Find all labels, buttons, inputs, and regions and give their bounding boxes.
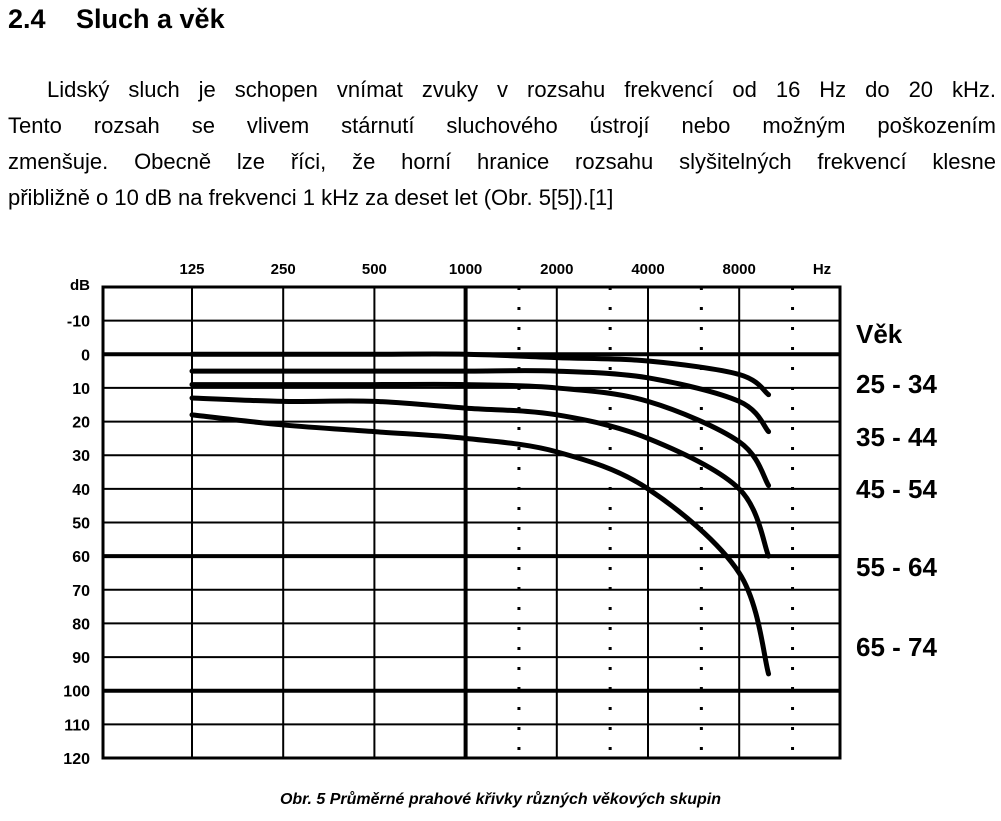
section-number: 2.4 bbox=[8, 4, 46, 34]
y-tick-label: 40 bbox=[72, 481, 90, 499]
legend-title: Věk bbox=[856, 319, 903, 349]
section-heading bbox=[8, 4, 225, 35]
x-tick-label: 8000 bbox=[722, 261, 756, 278]
figure-caption: Obr. 5 Průměrné prahové křivky různých věkových skupin bbox=[279, 791, 722, 808]
y-tick-label: 60 bbox=[72, 549, 90, 567]
chart-grid bbox=[103, 287, 840, 758]
x-tick-label: 125 bbox=[179, 261, 205, 278]
y-tick-label: 50 bbox=[72, 515, 90, 533]
y-tick-label: 120 bbox=[63, 751, 90, 768]
legend-entry: 35 - 44 bbox=[856, 422, 937, 452]
chart-series bbox=[192, 354, 769, 674]
paragraph-line: přibližně o 10 dB na frekvenci 1 kHz za deset let (Obr. 5[5]).[1] bbox=[8, 185, 614, 210]
y-tick-label: 100 bbox=[63, 683, 90, 701]
y-tick-label: 30 bbox=[72, 448, 90, 466]
y-tick-label: 20 bbox=[72, 414, 90, 432]
y-tick-label: 10 bbox=[72, 380, 90, 398]
y-tick-label: 70 bbox=[72, 582, 90, 600]
paragraph-line: Tento rozsah se vlivem stárnutí sluchového ústrojí nebo možným poškozením bbox=[8, 113, 996, 138]
x-tick-label: 4000 bbox=[631, 261, 665, 278]
x-tick-label: 250 bbox=[270, 261, 296, 278]
legend-entry: 65 - 74 bbox=[856, 632, 937, 662]
y-tick-label: 90 bbox=[72, 650, 90, 668]
body-paragraph bbox=[8, 72, 996, 216]
x-tick-label: 2000 bbox=[540, 261, 574, 278]
y-tick-label: -10 bbox=[66, 313, 90, 331]
paragraph-line: zmenšuje. Obecně lze říci, že horní hranice rozsahu slyšitelných frekvencí klesne bbox=[8, 149, 996, 174]
x-tick-label: 500 bbox=[361, 261, 387, 278]
x-tick-label: 1000 bbox=[448, 261, 483, 278]
paragraph-line: Lidský sluch je schopen vnímat zvuky v rozsahu frekvencí od 16 Hz do 20 kHz. bbox=[47, 77, 996, 102]
y-tick-label: 110 bbox=[64, 717, 90, 735]
y-axis-unit: dB bbox=[70, 277, 90, 294]
legend-entry: 25 - 34 bbox=[856, 369, 937, 399]
y-tick-label: 80 bbox=[72, 616, 90, 634]
audiogram-chart bbox=[0, 250, 1001, 770]
x-axis-unit: Hz bbox=[812, 261, 832, 278]
legend-entry: 45 - 54 bbox=[856, 474, 937, 504]
y-tick-label: 0 bbox=[81, 347, 90, 365]
chart-legend bbox=[856, 319, 937, 662]
legend-entry: 55 - 64 bbox=[856, 552, 937, 582]
section-title: Sluch a věk bbox=[76, 4, 225, 34]
